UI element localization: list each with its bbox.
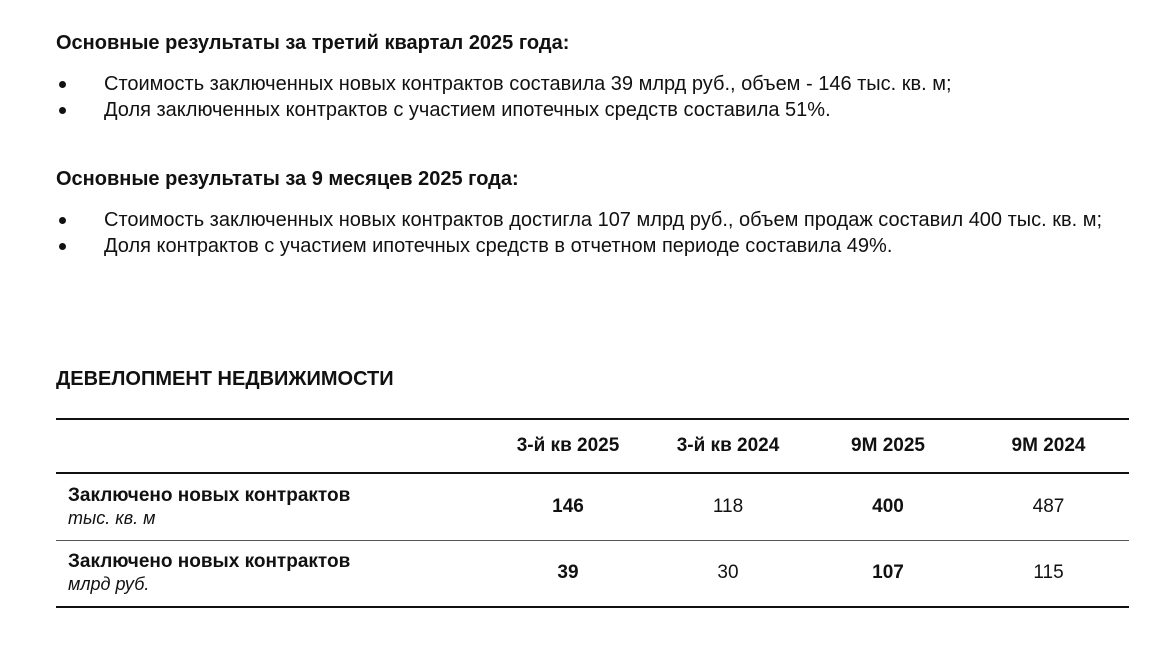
row-unit: млрд руб. bbox=[68, 574, 150, 595]
list-item bbox=[56, 207, 1132, 233]
list-item-text: Доля контрактов с участием ипотечных средств в отчетном периоде составила 49%. bbox=[104, 235, 893, 257]
list-item-text: Доля заключенных контрактов с участием ипотечных средств составила 51%. bbox=[104, 99, 831, 121]
nine-month-results-heading: Основные результаты за 9 месяцев 2025 года: bbox=[56, 168, 519, 190]
column-header-9m-2025: 9М 2025 bbox=[851, 435, 925, 456]
development-table bbox=[56, 418, 1129, 608]
table-cell: 118 bbox=[712, 495, 744, 517]
q3-results-list bbox=[56, 71, 1132, 123]
list-item-text: Стоимость заключенных новых контрактов достигла 107 млрд руб., объем продаж составил 400 тыс. кв. м; bbox=[104, 209, 1103, 231]
table-cell: 39 bbox=[557, 562, 579, 584]
list-item-text: Стоимость заключенных новых контрактов составила 39 млрд руб., объем - 146 тыс. кв. м; bbox=[104, 73, 952, 95]
table-cell: 115 bbox=[1033, 562, 1064, 584]
table-header-row bbox=[56, 419, 1129, 473]
q3-results-heading: Основные результаты за третий квартал 2025 года: bbox=[56, 32, 570, 54]
section-title: ДЕВЕЛОПМЕНТ НЕДВИЖИМОСТИ bbox=[56, 368, 394, 390]
list-item bbox=[56, 71, 1132, 97]
table-cell: 146 bbox=[552, 495, 584, 517]
row-label-cell bbox=[56, 473, 488, 540]
bullet-icon bbox=[59, 217, 66, 224]
column-header-q3-2024: 3-й кв 2024 bbox=[676, 435, 780, 456]
table-cell: 107 bbox=[872, 562, 904, 584]
nine-month-results-list bbox=[56, 207, 1132, 259]
row-title: Заключено новых контрактов bbox=[68, 484, 351, 506]
list-item bbox=[56, 233, 1132, 259]
row-label-cell bbox=[56, 540, 488, 607]
row-unit: тыс. кв. м bbox=[68, 507, 156, 528]
table-cell: 487 bbox=[1032, 495, 1065, 517]
list-item bbox=[56, 97, 1132, 123]
column-header-q3-2025: 3-й кв 2025 bbox=[516, 435, 620, 456]
table-cell: 30 bbox=[717, 562, 739, 584]
row-title: Заключено новых контрактов bbox=[68, 551, 351, 573]
bullet-icon bbox=[59, 107, 66, 114]
table-row bbox=[56, 473, 1129, 540]
table-cell: 400 bbox=[872, 495, 904, 517]
bullet-icon bbox=[59, 243, 66, 250]
column-header-9m-2024: 9М 2024 bbox=[1011, 435, 1086, 456]
column-header-label bbox=[56, 419, 488, 473]
bullet-icon bbox=[59, 81, 66, 88]
table-row bbox=[56, 540, 1129, 607]
